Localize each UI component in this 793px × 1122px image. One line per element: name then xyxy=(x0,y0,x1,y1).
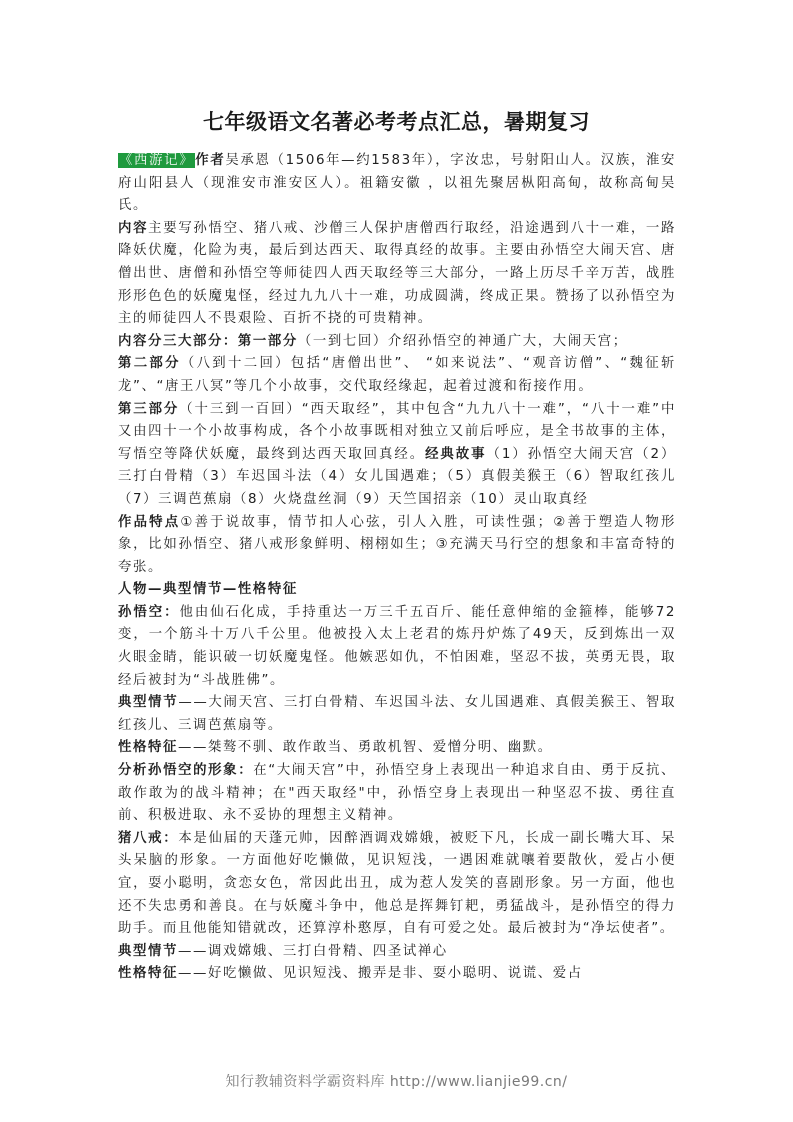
wukong-plots-paragraph xyxy=(118,692,676,737)
wukong-plots-text: ——大闹天宫、三打白骨精、车迟国斗法、女儿国遇难、真假美猴王、智取红孩儿、三调芭蕉扇等。 xyxy=(118,695,676,733)
bajie-label: 猪八戒： xyxy=(118,830,179,846)
page-title: 七年级语文名著必考考点汇总，暑期复习 xyxy=(203,110,590,134)
wukong-analysis-paragraph xyxy=(118,760,676,828)
part3-text: （十三到一百回）“西天取经”，其中包含“九九八十一难”，“八十一难”中又由四十一个小故事构成，各个小故事既相对独立又前后呼应，是全书故事的主体，写悟空等降伏妖魔，最终到达西天取回真经。 xyxy=(118,401,676,462)
book-title-highlight: 《西游记》 xyxy=(119,153,195,168)
wukong-traits-label: 性格特征 xyxy=(118,740,178,756)
features-text: ①善于说故事，情节扣人心弦，引人入胜，可读性强；②善于塑造人物形象，比如孙悟空、猪八戒形象鲜明、栩栩如生；③充满天马行空的想象和丰富奇特的夸张。 xyxy=(118,514,676,575)
author-paragraph xyxy=(118,150,676,218)
footer-watermark: 知行教辅资料学霸资料库 http://www.lianjie99.cn/ xyxy=(225,1074,568,1090)
part2-label: 第二部分 xyxy=(118,356,181,372)
classic-stories-label: 经典故事 xyxy=(425,446,487,462)
part2-paragraph xyxy=(118,353,676,398)
part3-paragraph xyxy=(118,399,676,512)
bajie-plots-text: ——调戏嫦娥、三打白骨精、四圣试禅心 xyxy=(177,943,448,959)
content-label: 内容 xyxy=(118,220,149,236)
wukong-analysis-label: 分析孙悟空的形象： xyxy=(118,763,254,779)
wukong-traits-paragraph xyxy=(118,737,676,760)
bajie-plots-paragraph xyxy=(118,941,676,964)
bajie-plots-label: 典型情节 xyxy=(118,943,178,959)
features-paragraph xyxy=(118,512,676,580)
wukong-traits-text: ——桀骜不驯、敢作敢当、勇敢机智、爱憎分明、幽默。 xyxy=(177,740,553,756)
part1-label: 内容分三大部分：第一部分 xyxy=(118,333,298,349)
wukong-analysis-text: 在“大闹天宫”中，孙悟空身上表现出一种追求自由、勇于反抗、敢作敢为的战斗精神；在"西天取经"中，孙悟空身上表现出一种坚忍不拔、勇往直前、积极进取、永不妥协的理想主义精神。 xyxy=(118,763,676,824)
content-paragraph xyxy=(118,218,676,331)
document-body xyxy=(118,150,676,986)
bajie-traits-label: 性格特征 xyxy=(118,966,178,982)
bajie-traits-text: ——好吃懒做、见识短浅、搬弄是非、耍小聪明、说谎、爱占 xyxy=(177,966,583,982)
part3-label: 第三部分 xyxy=(118,401,180,417)
part2-text: （八到十二回）包括“唐僧出世”、 “如来说法”、“观音访僧”、“魏征斩龙”、“唐王八冥”等几个小故事，交代取经缘起，起着过渡和衔接作用。 xyxy=(118,356,676,394)
author-text: 吴承恩（1506年—约1583年），字汝忠，号射阳山人。汉族，淮安府山阳县人（现淮安市淮安区人）。祖籍安徽 ，以祖先聚居枞阳高甸，故称高甸吴氏。 xyxy=(118,153,676,214)
bajie-traits-paragraph xyxy=(118,963,676,986)
author-label: 作者 xyxy=(195,153,226,168)
bajie-paragraph xyxy=(118,828,676,941)
part1-paragraph xyxy=(118,331,676,354)
bajie-text: 本是仙届的天蓬元帅，因醉酒调戏嫦娥，被贬下凡，长成一副长嘴大耳、呆头呆脑的形象。一方面他好吃懒做，见识短浅，一遇困难就嚷着要散伙，爱占小便宜，耍小聪明，贪恋女色，常因此出丑，成为惹人发笑的喜剧形象。另一方面，他也还不失忠勇和善良。在与妖魔斗争中，他总是挥舞钉耙，勇猛战斗，是孙悟空的得力助手。而且他能知错就改，还算淳朴憨厚，自有可爱之处。最后被封为“净坛使者”。 xyxy=(118,830,676,937)
classic-stories-text: （1）孙悟空大闹天宫（2）三打白骨精（3）车迟国斗法（4）女儿国遇难；（5）真假美猴王（6）智取红孩儿（7）三调芭蕉扇（8）火烧盘丝洞（9）天竺国招亲（10）灵山取真经 xyxy=(118,446,676,507)
wukong-label: 孙悟空： xyxy=(118,604,180,620)
people-header: 人物—典型情节—性格特征 xyxy=(118,582,298,598)
wukong-text: 他由仙石化成，手持重达一万三千五百斤、能任意伸缩的金箍棒，能够72变，一个筋斗十万八千公里。他被投入太上老君的炼丹炉炼了49天，反到炼出一双火眼金睛，能识破一切妖魔鬼怪。他嫉恶如仇，不怕困难，坚忍不拔，英勇无畏，取经后被封为“斗战胜佛”。 xyxy=(118,604,676,688)
part1-text: （一到七回）介绍孙悟空的神通广大，大闹天宫； xyxy=(297,333,628,349)
wukong-paragraph xyxy=(118,602,676,692)
content-text: 主要写孙悟空、猪八戒、沙僧三人保护唐僧西行取经，沿途遇到八十一难，一路降妖伏魔，化险为夷，最后到达西天、取得真经的故事。主要由孙悟空大闹天宫、唐僧出世、唐僧和孙悟空等师徒四人西天取经等三大部分，一路上历尽千辛万苦，战胜形形色色的妖魔鬼怪，经过九九八十一难，功成圆满，终成正果。赞扬了以孙悟空为主的师徒四人不畏艰险、百折不挠的可贵精神。 xyxy=(118,220,676,327)
features-label: 作品特点 xyxy=(118,514,181,530)
wukong-plots-label: 典型情节 xyxy=(118,695,179,711)
